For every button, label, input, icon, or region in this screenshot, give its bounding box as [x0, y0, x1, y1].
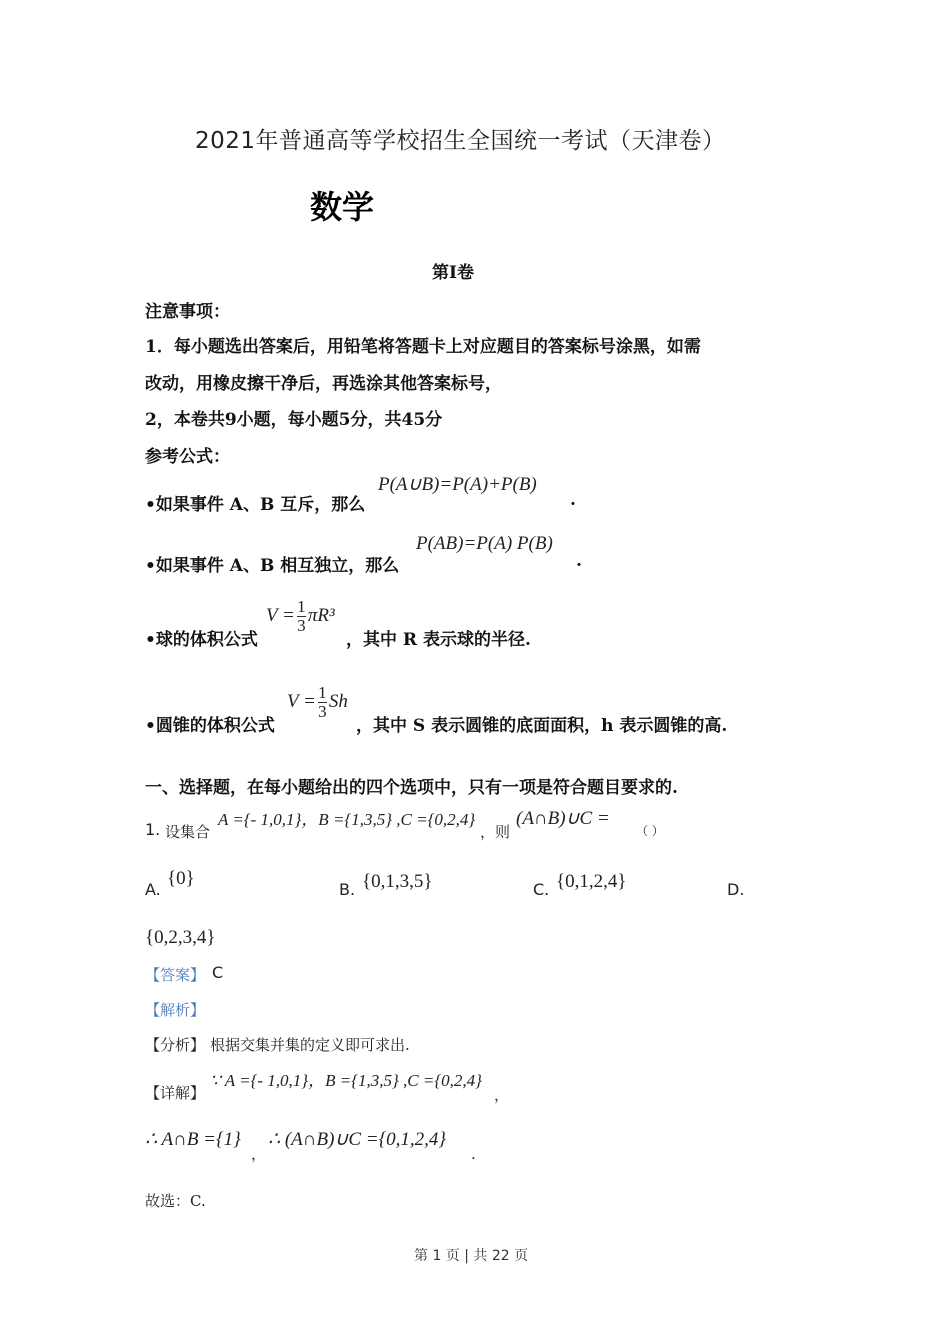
formula-independent: P(AB)=P(A) P(B) [416, 533, 553, 554]
denominator: 3 [318, 702, 327, 721]
numerator: 1 [297, 597, 306, 616]
formula-rhs: Sh [328, 690, 348, 712]
answer-label: 【答案】 [145, 966, 206, 984]
numerator: 1 [318, 683, 327, 702]
fraction [297, 598, 306, 635]
formulas-heading: 参考公式： [145, 447, 230, 467]
subject-title: 数学 [310, 188, 375, 226]
notes-heading: 注意事项： [145, 302, 230, 322]
formula-lhs: V = [266, 604, 295, 626]
option-b-label: B. [339, 880, 356, 899]
formula-independent-text: •如果事件 A、B 相互独立，那么 [145, 556, 400, 576]
formula-mutually-exclusive: P(A∪B)=P(A)+P(B) [378, 474, 537, 495]
formula-period: . [576, 551, 582, 571]
part-one-heading: 一、选择题，在每小题给出的四个选项中，只有一项是符合题目要求的. [145, 778, 678, 798]
formula-sphere-suffix: ，其中 R 表示球的半径. [346, 630, 531, 650]
notes-item-1-cont: 改动，用橡皮擦干净后，再选涂其他答案标号， [145, 374, 502, 394]
formula-cone-text: •圆锥的体积公式 [145, 716, 275, 736]
question-stem-mid: ，则 [480, 823, 511, 841]
question-number: 1. [145, 820, 161, 839]
detail-line-1: ∵ A ={- 1,0,1}，B ={1,3,5} ,C ={0,2,4} [210, 1071, 482, 1090]
formula-mutually-exclusive-text: •如果事件 A、B 互斥，那么 [145, 495, 366, 515]
option-a-value: {0} [167, 868, 195, 889]
formula-cone-suffix: ，其中 S 表示圆锥的底面面积，h 表示圆锥的高. [356, 716, 728, 736]
question-stem-prefix: 设集合 [165, 823, 211, 841]
notes-item-1: 1．每小题选出答案后，用铅笔将答题卡上对应题目的答案标号涂黑，如需 [145, 337, 701, 357]
option-d-value: {0,2,3,4} [145, 927, 216, 948]
denominator: 3 [297, 616, 306, 635]
fenxi-label: 【分析】 [145, 1036, 206, 1054]
detail-line-1-suffix: ， [494, 1086, 510, 1104]
question-expression: (A∩B)∪C = [516, 808, 610, 829]
answer-value: C [212, 963, 224, 982]
fenxi-text: 根据交集并集的定义即可求出. [210, 1036, 410, 1054]
page-footer: 第 1 页 | 共 22 页 [414, 1248, 529, 1264]
formula-lhs: V = [287, 690, 316, 712]
option-b-value: {0,1,3,5} [362, 871, 433, 892]
option-d-label: D. [727, 880, 745, 899]
formula-sphere-volume [266, 598, 335, 635]
formula-period: . [570, 490, 576, 510]
analysis-label: 【解析】 [145, 1001, 206, 1019]
option-c-value: {0,1,2,4} [556, 871, 627, 892]
detail-line-2b: ∴ (A∩B)∪C ={0,1,2,4} [268, 1129, 447, 1150]
detail-label: 【详解】 [145, 1084, 206, 1102]
detail-line-2-suffix: . [471, 1145, 476, 1163]
question-sets: A ={- 1,0,1}，B ={1,3,5} ,C ={0,2,4} [218, 810, 476, 829]
detail-line-2-sep: ， [251, 1145, 267, 1163]
fraction [318, 684, 327, 721]
option-a-label: A. [145, 880, 161, 899]
document-title: 2021年普通高等学校招生全国统一考试（天津卷） [195, 128, 726, 154]
section-heading: 第I卷 [432, 263, 474, 283]
formula-rhs: πR³ [307, 604, 335, 626]
option-c-label: C. [533, 880, 550, 899]
detail-line-2a: ∴ A∩B ={1} [145, 1129, 241, 1150]
notes-item-2: 2，本卷共9小题，每小题5分，共45分 [145, 410, 443, 430]
formula-sphere-text: •球的体积公式 [145, 630, 258, 650]
formula-cone-volume [287, 684, 348, 721]
answer-blank: （ ） [636, 824, 664, 838]
conclusion: 故选：C. [145, 1192, 206, 1210]
